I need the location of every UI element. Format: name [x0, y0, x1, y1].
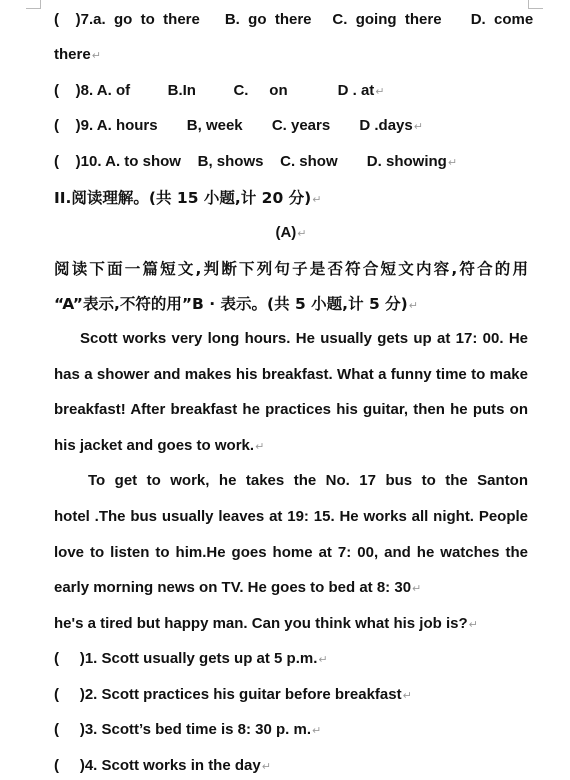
passage-p1-line-1 [54, 326, 528, 352]
passage-p1-line-3 [54, 397, 528, 423]
paragraph-mark: ↵ [255, 441, 265, 453]
paragraph-mark: ↵ [312, 725, 322, 737]
passage-p2-line-2 [54, 504, 528, 530]
passage-text: he's a tired but happy man. Can you think what his job is? [54, 615, 468, 632]
paragraph-mark: ↵ [261, 761, 271, 773]
statement-3 [54, 717, 528, 743]
question-7-line-1 [54, 7, 534, 33]
paragraph-mark: ↵ [413, 121, 423, 133]
passage-text: Scott works very long hours. He usually gets up at 17: 00. He [80, 330, 528, 347]
passage-p2-line-3 [54, 540, 528, 566]
question-9 [54, 113, 528, 139]
statement-4 [54, 753, 528, 779]
statement-text: ( )1. Scott usually gets up at 5 p.m. [54, 650, 318, 667]
question-7-continuation: there [54, 46, 91, 63]
paragraph-mark: ↵ [447, 157, 458, 169]
page-corner-mark-left [26, 0, 41, 9]
question-7-line-2 [54, 42, 528, 68]
section-title [54, 185, 528, 211]
passage-text: has a shower and makes his breakfast. What a funny time to make [54, 366, 528, 383]
page-corner-mark-right [528, 0, 543, 9]
instructions-text-1: 阅读下面一篇短文,判断下列句子是否符合短文内容,符合的用 [54, 260, 528, 278]
paragraph-mark: ↵ [318, 654, 328, 666]
paragraph-mark: ↵ [312, 193, 322, 206]
question-7-text: ( )7.a. go to there B. go there C. going there D. come [54, 11, 534, 28]
instructions-text-2: “A”表示,不符的用”B · 表示。(共 5 小题,计 5 分) [54, 295, 408, 313]
paragraph-mark: ↵ [468, 619, 478, 631]
statement-1 [54, 646, 528, 672]
instructions-line-2 [54, 291, 528, 317]
statement-text: ( )4. Scott works in the day [54, 757, 261, 774]
question-9-text: ( )9. A. hours B, week C. years D .days [54, 117, 413, 134]
question-8-text: ( )8. A. of B.In C. on D . at [54, 82, 375, 99]
passage-text: his jacket and goes to work. [54, 437, 255, 454]
statement-text: ( )3. Scott’s bed time is 8: 30 p. m. [54, 721, 312, 738]
passage-p1-line-4 [54, 433, 528, 459]
passage-p1-line-2 [54, 362, 528, 388]
paragraph-mark: ↵ [402, 690, 412, 702]
statement-text: ( )2. Scott practices his guitar before breakfast [54, 686, 402, 703]
passage-p2-line-5 [54, 611, 528, 637]
part-label [54, 220, 528, 246]
paragraph-mark: ↵ [408, 299, 418, 312]
question-10-text: ( )10. A. to show B, shows C. show D. showing [54, 153, 447, 170]
passage-p2-line-4 [54, 575, 528, 601]
part-label-text: (A) [275, 224, 297, 241]
paragraph-mark: ↵ [412, 583, 422, 595]
instructions-line-1 [54, 256, 528, 282]
passage-p2-line-1 [54, 468, 528, 494]
passage-text: hotel .The bus usually leaves at 19: 15. He works all night. People [54, 508, 528, 525]
passage-text: love to listen to him.He goes home at 7: 00, and he watches the [54, 544, 528, 561]
section-title-text: II.阅读理解。(共 15 小题,计 20 分) [54, 189, 312, 207]
paragraph-mark: ↵ [91, 50, 101, 62]
paragraph-mark: ↵ [297, 228, 307, 240]
passage-text: early morning news on TV. He goes to bed at 8: 30 [54, 579, 412, 596]
passage-text: To get to work, he takes the No. 17 bus to the Santon [88, 472, 528, 489]
question-8 [54, 78, 528, 104]
paragraph-mark: ↵ [375, 86, 385, 98]
question-10 [54, 149, 528, 175]
passage-text: breakfast! After breakfast he practices his guitar, then he puts on [54, 401, 528, 418]
statement-2 [54, 682, 528, 708]
